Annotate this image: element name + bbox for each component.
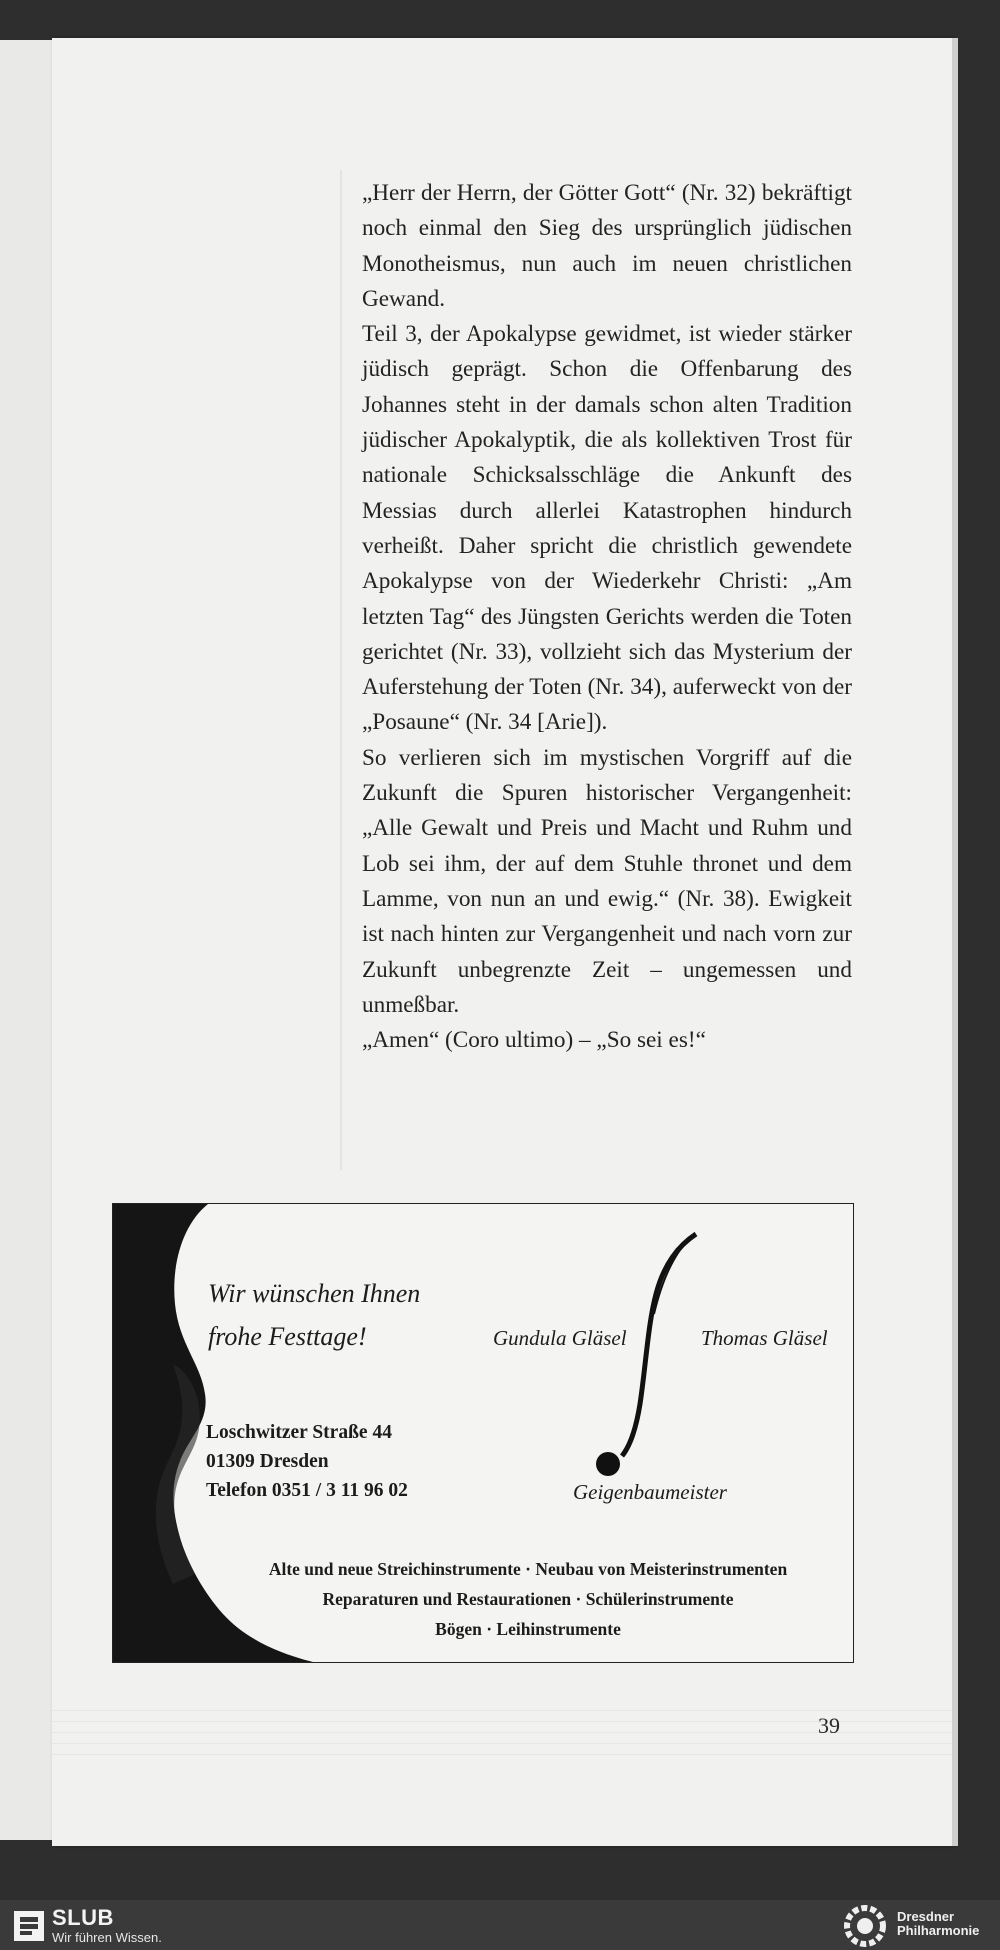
slub-logo-icon bbox=[14, 1911, 44, 1941]
partner-name-line-1: Dresdner bbox=[897, 1909, 955, 1924]
page-edge-shadow bbox=[952, 38, 958, 1846]
services-line-3: Bögen · Leihinstrumente bbox=[435, 1619, 621, 1639]
bleed-through-rule bbox=[340, 170, 352, 1170]
paragraph-2: Teil 3, der Apokalypse gewidmet, ist wieder stärker jüdisch geprägt. Schon die Offenbarung des Johannes steht in der damals schon alten Tradition jüdischer Apokalyptik, die als kollektiven Trost für nationale Schicksalsschläge die Ankunft des Messias durch allerlei Katastrophen hindurch verheißt. Daher spricht die christlich gewendete Apokalypse von der Wiederkehr Christi: „Am letzten Tag“ des Jüngsten Gerichts werden die Toten gerichtet (Nr. 33), vollzieht sich das Mysterium der Auferstehung der Toten (Nr. 34), auferweckt von der „Posaune“ (Nr. 34 [Arie]). bbox=[362, 321, 852, 736]
profession-title: Geigenbaumeister bbox=[573, 1480, 727, 1504]
violin-maker-advertisement bbox=[112, 1203, 854, 1663]
services-line-2: Reparaturen und Restaurationen · Schülerinstrumente bbox=[322, 1589, 734, 1609]
address-phone: Telefon 0351 / 3 11 96 02 bbox=[206, 1480, 408, 1501]
page-number: 39 bbox=[818, 1713, 840, 1738]
greeting-line-1: Wir wünschen Ihnen bbox=[208, 1279, 421, 1308]
paragraph-1: „Herr der Herrn, der Götter Gott“ (Nr. 32) bekräftigt noch einmal den Sieg des ursprünglich jüdischen Monotheismus, nun auch im neuen christlichen Gewand. bbox=[362, 180, 852, 312]
address-city: 01309 Dresden bbox=[206, 1451, 329, 1472]
paragraph-3: So verlieren sich im mystischen Vorgriff auf die Zukunft die Spuren historischer Vergangenheit: „Alle Gewalt und Preis und Macht und Ruhm und Lob sei ihm, der auf dem Stuhle thronet und dem Lamme, von nun an und ewig.“ (Nr. 38). Ewigkeit ist nach hinten zur Vergangenheit und nach vorn zur Zukunft unbegrenzte Zeit – ungemessen und unmeßbar. bbox=[362, 744, 852, 1018]
article-body bbox=[362, 176, 852, 1058]
maker-name-2: Thomas Gläsel bbox=[701, 1326, 828, 1350]
services-line-1: Alte und neue Streichinstrumente · Neubau von Meisterinstrumenten bbox=[268, 1559, 788, 1579]
partner-name-line-2: Philharmonie bbox=[897, 1923, 980, 1938]
greeting-line-2: frohe Festtage! bbox=[208, 1322, 367, 1351]
previous-page-edge bbox=[0, 40, 52, 1840]
philharmonie-logo-icon bbox=[842, 1904, 888, 1948]
address-street: Loschwitzer Straße 44 bbox=[206, 1422, 392, 1443]
maker-name-1: Gundula Gläsel bbox=[493, 1326, 627, 1350]
f-hole-icon bbox=[578, 1224, 698, 1484]
library-name: SLUB bbox=[52, 1905, 114, 1930]
paragraph-4: „Amen“ (Coro ultimo) – „So sei es!“ bbox=[362, 1027, 706, 1054]
partner-name bbox=[897, 1910, 979, 1938]
bleed-through-staff bbox=[52, 1700, 952, 1760]
library-tagline: Wir führen Wissen. bbox=[52, 1930, 162, 1945]
